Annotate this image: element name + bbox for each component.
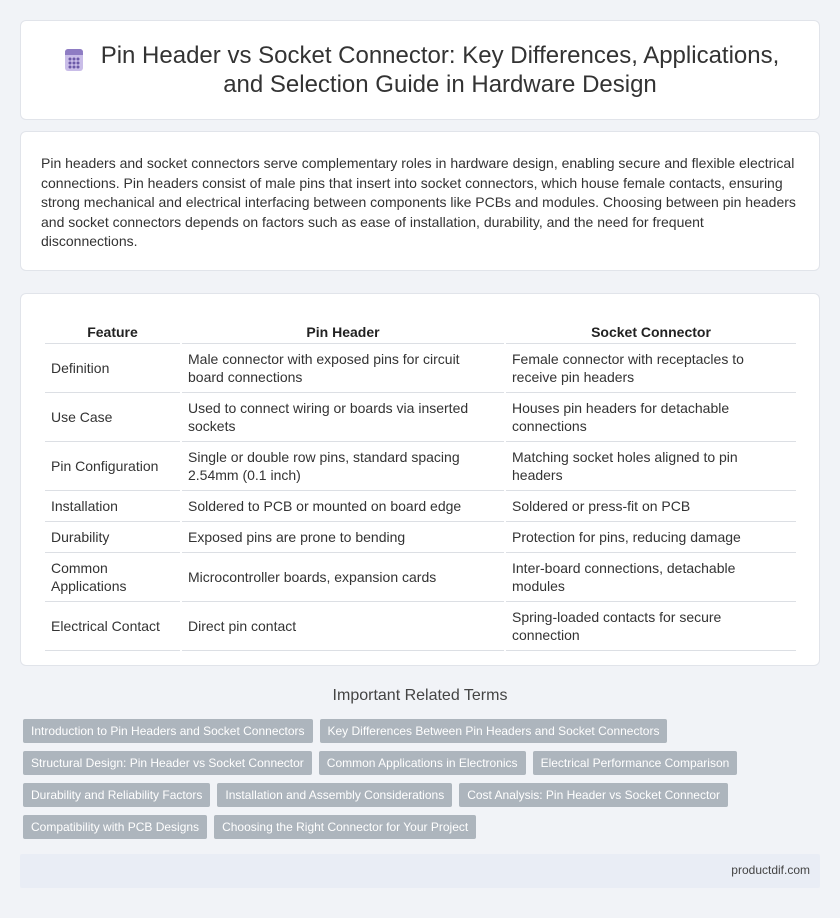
- table-cell-feature: Pin Configuration: [45, 442, 180, 491]
- comparison-table-card: [20, 293, 820, 666]
- header-feature: Feature: [45, 312, 180, 344]
- table-cell-feature: Common Applications: [45, 553, 180, 602]
- intro-paragraph: Pin headers and socket connectors serve complementary roles in hardware design, enabling secure and flexible electrical connections. Pin headers consist of male pins that insert into socket connectors, which house female contacts, ensuring strong mechanical and electrical interfacing between components like PCBs and modules. Choosing between pin headers and socket connectors depends on factors such as ease of installation, durability, and the need for frequent disconnections.: [41, 155, 796, 249]
- page-title-line1: Pin Header vs Socket Connector: Key Differences, Applications,: [100, 42, 780, 69]
- table-cell-socket: Inter-board connections, detachable modules: [506, 553, 796, 602]
- table-row: [45, 344, 796, 393]
- table-row: [45, 522, 796, 553]
- footer-bar: [20, 854, 820, 888]
- related-term-tag[interactable]: Compatibility with PCB Designs: [23, 815, 207, 839]
- related-term-tag[interactable]: Cost Analysis: Pin Header vs Socket Connector: [459, 783, 728, 807]
- header-socket-connector: Socket Connector: [506, 312, 796, 344]
- related-term-tag[interactable]: Key Differences Between Pin Headers and Socket Connectors: [320, 719, 668, 743]
- table-row: [45, 442, 796, 491]
- table-cell-pin-header: Microcontroller boards, expansion cards: [182, 553, 504, 602]
- related-term-tag[interactable]: Durability and Reliability Factors: [23, 783, 210, 807]
- comparison-table: [43, 312, 798, 651]
- table-cell-socket: Protection for pins, reducing damage: [506, 522, 796, 553]
- table-cell-feature: Installation: [45, 491, 180, 522]
- table-cell-socket: Spring-loaded contacts for secure connection: [506, 602, 796, 651]
- table-row: [45, 553, 796, 602]
- page-title: [101, 41, 780, 99]
- table-cell-socket: Female connector with receptacles to receive pin headers: [506, 344, 796, 393]
- related-term-tag[interactable]: Structural Design: Pin Header vs Socket Connector: [23, 751, 312, 775]
- related-term-tag[interactable]: Common Applications in Electronics: [319, 751, 526, 775]
- related-term-tag[interactable]: Electrical Performance Comparison: [533, 751, 738, 775]
- table-cell-feature: Definition: [45, 344, 180, 393]
- intro-card: [20, 131, 820, 271]
- table-cell-feature: Use Case: [45, 393, 180, 442]
- table-cell-pin-header: Male connector with exposed pins for circuit board connections: [182, 344, 504, 393]
- table-row: [45, 491, 796, 522]
- table-cell-socket: Matching socket holes aligned to pin headers: [506, 442, 796, 491]
- table-cell-pin-header: Used to connect wiring or boards via inserted sockets: [182, 393, 504, 442]
- table-row: [45, 393, 796, 442]
- table-cell-socket: Houses pin headers for detachable connections: [506, 393, 796, 442]
- table-row: [45, 602, 796, 651]
- page-title-line2: and Selection Guide in Hardware Design: [223, 71, 657, 98]
- related-term-tag[interactable]: Installation and Assembly Considerations: [217, 783, 452, 807]
- table-cell-feature: Electrical Contact: [45, 602, 180, 651]
- related-terms-tags: [23, 719, 823, 839]
- table-cell-pin-header: Direct pin contact: [182, 602, 504, 651]
- related-terms-title: Important Related Terms: [332, 687, 508, 704]
- footer-site-link[interactable]: productdif.com: [731, 863, 810, 877]
- header-pin-header: Pin Header: [182, 312, 504, 344]
- related-term-tag[interactable]: Introduction to Pin Headers and Socket Connectors: [23, 719, 313, 743]
- table-cell-feature: Durability: [45, 522, 180, 553]
- table-cell-pin-header: Single or double row pins, standard spacing 2.54mm (0.1 inch): [182, 442, 504, 491]
- calculator-icon: [61, 47, 87, 78]
- table-cell-socket: Soldered or press-fit on PCB: [506, 491, 796, 522]
- title-card: [20, 20, 820, 120]
- table-cell-pin-header: Exposed pins are prone to bending: [182, 522, 504, 553]
- related-term-tag[interactable]: Choosing the Right Connector for Your Project: [214, 815, 476, 839]
- table-cell-pin-header: Soldered to PCB or mounted on board edge: [182, 491, 504, 522]
- table-header-row: [45, 312, 796, 344]
